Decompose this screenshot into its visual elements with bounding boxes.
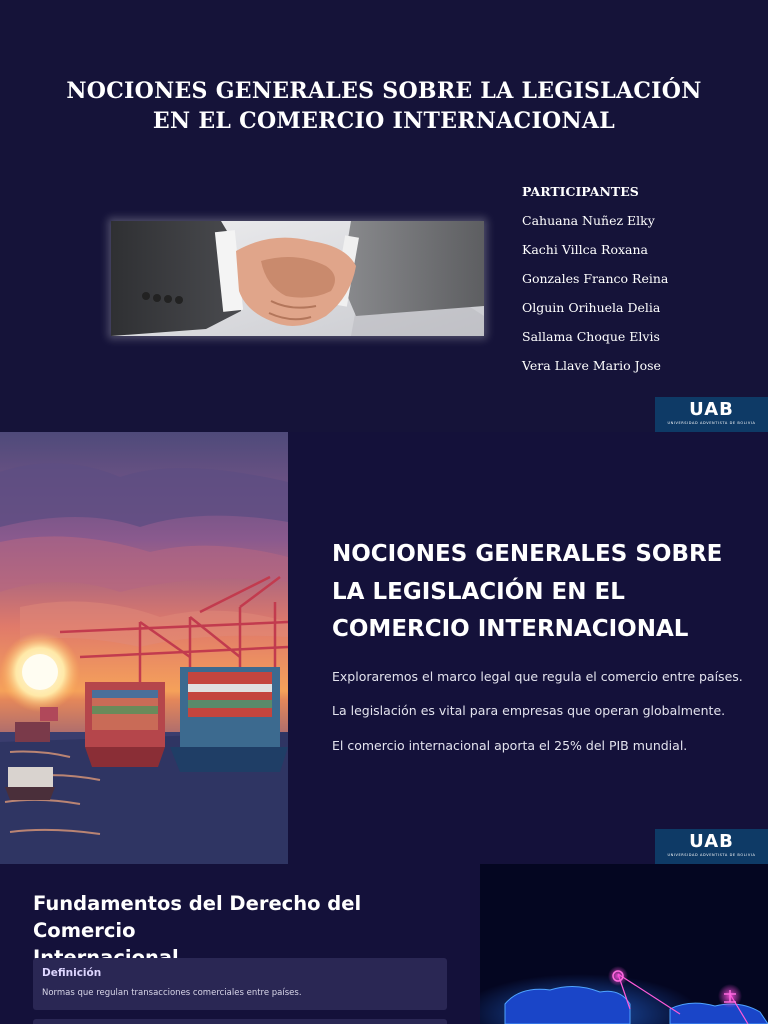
uab-logo-text: UAB [689,831,734,852]
slide-2 [0,432,768,864]
participant-name: Vera Llave Mario Jose [522,358,661,373]
slide-2-title-line-2: LA LEGISLACIÓN EN EL [332,578,625,605]
uab-logo [655,397,768,432]
slide-2-paragraph: La legislación es vital para empresas que operan globalmente. [332,703,726,718]
slide-1-title-line-2: EN EL COMERCIO INTERNACIONAL [152,108,616,134]
uab-logo-subtext: UNIVERSIDAD ADVENTISTA DE BOLIVIA [667,421,756,425]
handshake-image [111,221,484,336]
participant-name: Sallama Choque Elvis [522,329,660,344]
definition-card-title: Definición [42,967,102,979]
slide-3-title-line-1: Fundamentos del Derecho del Comercio [33,892,362,942]
slide-2-title [332,536,732,649]
participant-name: Olguin Orihuela Delia [522,300,661,315]
slide-2-paragraph: Exploraremos el marco legal que regula el comercio entre países. [332,669,743,684]
uab-logo-subtext: UNIVERSIDAD ADVENTISTA DE BOLIVIA [667,853,756,857]
slide-1 [0,0,768,432]
slide-1-title-line-1: NOCIONES GENERALES SOBRE LA LEGISLACIÓN [66,78,702,104]
slide-1-title [0,76,768,136]
participants-heading: PARTICIPANTES [522,184,639,199]
uab-logo-text: UAB [689,399,734,420]
world-network-image [480,864,768,1024]
slide-2-title-line-1: NOCIONES GENERALES SOBRE [332,541,723,567]
slide-2-title-line-3: COMERCIO INTERNACIONAL [332,616,689,642]
definition-card [33,958,447,1010]
uab-logo [655,829,768,864]
participant-name: Cahuana Nuñez Elky [522,213,655,228]
next-card [33,1019,447,1024]
participant-name: Kachi Villca Roxana [522,242,648,257]
participant-name: Gonzales Franco Reina [522,271,669,286]
slide-2-paragraph: El comercio internacional aporta el 25% del PIB mundial. [332,738,688,753]
port-sunset-image [0,432,288,864]
definition-card-description: Normas que regulan transacciones comerciales entre países. [42,988,302,998]
slide-3 [0,864,768,1024]
participants-list [522,183,762,386]
